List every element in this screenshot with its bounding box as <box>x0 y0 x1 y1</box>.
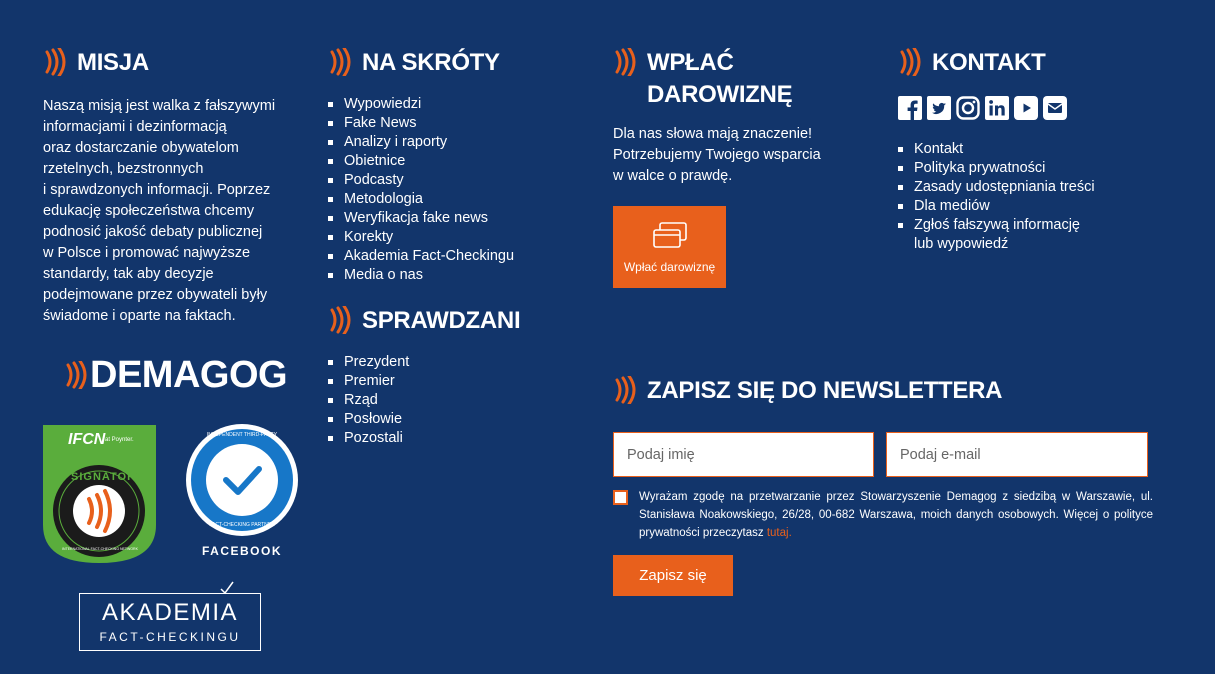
akademia-subtitle: FACT-CHECKINGU <box>99 630 241 644</box>
contact-title: KONTAKT <box>932 49 1046 76</box>
shortcut-link-item[interactable]: Analizy i raporty <box>328 133 568 152</box>
newsletter-heading <box>613 375 1002 407</box>
ifcn-network-text: INTERNATIONAL FACT-CHECKING NETWORK <box>62 547 138 551</box>
demagog-logo-text: DEMAGOG <box>90 354 288 396</box>
shortcuts-heading <box>328 47 568 79</box>
ifcn-by-poynter: at Poynter. <box>105 437 134 443</box>
ifcn-signatory-text: SIGNATORY <box>71 471 144 483</box>
checked-link-item[interactable]: Premier <box>328 372 568 391</box>
signal-waves-icon <box>898 48 922 76</box>
signal-waves-icon <box>328 48 352 76</box>
mission-text-line: w Polsce i promować najwyższe <box>43 245 251 261</box>
ifcn-title: IFCN <box>68 431 106 448</box>
mission-text-line: informacjami i dezinformacją <box>43 119 227 135</box>
mission-text-line: i sprawdzonych informacji. Poprzez <box>43 182 271 198</box>
checked-link-item[interactable]: Rząd <box>328 391 568 410</box>
youtube-icon[interactable] <box>1014 96 1038 120</box>
donate-button-label: Wpłać darowiznę <box>623 260 716 274</box>
contact-link-item: lub wypowiedź <box>914 236 1009 252</box>
fb-ring-bottom-text: FACT-CHECKING PARTNER <box>209 522 275 528</box>
shortcut-link-item[interactable]: Fake News <box>328 114 568 133</box>
donate-text-line: Dla nas słowa mają znaczenie! <box>613 126 813 142</box>
subscribe-button[interactable]: Zapisz się <box>613 555 733 596</box>
donate-column <box>613 47 863 187</box>
mission-text-line: podejmowane przez obywateli były <box>43 287 268 303</box>
privacy-policy-link[interactable]: tutaj. <box>766 527 792 539</box>
donate-heading <box>613 47 863 111</box>
social-icons <box>898 96 1178 120</box>
instagram-icon[interactable] <box>956 96 980 120</box>
contact-list <box>898 140 1178 254</box>
shortcut-link-item[interactable]: Wypowiedzi <box>328 95 568 114</box>
name-input[interactable] <box>613 432 874 477</box>
mission-heading <box>43 47 293 79</box>
fb-ring-text: INDEPENDENT THIRD-PARTY <box>206 432 278 438</box>
checked-heading <box>328 305 568 337</box>
checked-title: SPRAWDZANI <box>362 307 521 334</box>
facebook-partner-badge[interactable] <box>186 424 298 564</box>
shortcuts-column <box>328 47 568 448</box>
shortcut-link-item[interactable]: Akademia Fact-Checkingu <box>328 247 568 266</box>
checked-link-item[interactable]: Pozostali <box>328 429 568 448</box>
donate-text <box>613 124 863 187</box>
donate-button[interactable] <box>613 206 726 288</box>
email-input[interactable] <box>886 432 1148 477</box>
contact-link-item[interactable]: Zasady udostępniania treści <box>898 178 1178 197</box>
shortcut-link-item[interactable]: Obietnice <box>328 152 568 171</box>
contact-heading <box>898 47 1178 79</box>
mission-text-line: edukację społeczeństwa chcemy <box>43 203 255 219</box>
akademia-logo[interactable] <box>79 593 261 651</box>
linkedin-icon[interactable] <box>985 96 1009 120</box>
email-icon[interactable] <box>1043 96 1067 120</box>
checked-link-item[interactable]: Posłowie <box>328 410 568 429</box>
shortcut-link-item[interactable]: Metodologia <box>328 190 568 209</box>
mission-column <box>43 47 293 327</box>
shortcut-link-item[interactable]: Weryfikacja fake news <box>328 209 568 228</box>
facebook-icon[interactable] <box>898 96 922 120</box>
consent-checkbox[interactable] <box>613 490 628 505</box>
twitter-icon[interactable] <box>927 96 951 120</box>
contact-link-item[interactable]: Kontakt <box>898 140 1178 159</box>
signal-waves-icon <box>613 48 637 76</box>
mission-text-line: podnosić jakość debaty publicznej <box>43 224 263 240</box>
mission-text-line: Naszą misją jest walka z fałszywymi <box>43 98 276 114</box>
mission-text-line: standardy, tak aby decyzje <box>43 266 214 282</box>
demagog-logo[interactable] <box>64 353 287 397</box>
shortcut-link-item[interactable]: Media o nas <box>328 266 568 285</box>
donate-title-line2: DAROWIZNĘ <box>647 81 793 108</box>
donate-text-line: Potrzebujemy Twojego wsparcia <box>613 147 821 163</box>
checked-list <box>328 353 568 448</box>
shortcut-link-item[interactable]: Korekty <box>328 228 568 247</box>
mission-text-line: świadome i oparte na faktach. <box>43 308 236 324</box>
signal-waves-icon <box>328 306 352 334</box>
facebook-label: FACEBOOK <box>201 544 282 558</box>
checked-link-item[interactable]: Prezydent <box>328 353 568 372</box>
signal-waves-icon <box>43 48 67 76</box>
newsletter-title: ZAPISZ SIĘ DO NEWSLETTERA <box>647 377 1003 404</box>
shortcuts-list <box>328 95 568 285</box>
donate-title-line1: WPŁAĆ <box>647 49 734 76</box>
shortcuts-title: NA SKRÓTY <box>362 49 500 76</box>
consent-text-body: Wyrażam zgodę na przetwarzanie przez Stowarzyszenie Demagog z siedzibą w Warszawie, ul. Stanisława Noakowskiego, 26/28, 00-682 Warszawa, moich danych osobowych. Więcej o polityce prywatności przeczytasz <box>639 491 1153 539</box>
akademia-title: AKADEMIA <box>101 599 239 626</box>
contact-column <box>898 47 1178 254</box>
ifcn-signatory-badge[interactable] <box>43 425 156 563</box>
credit-card-icon <box>652 222 688 250</box>
check-mark-icon <box>219 580 235 596</box>
mission-text-line: oraz dostarczanie obywatelom <box>43 140 239 156</box>
donate-text-line: w walce o prawdę. <box>613 168 733 184</box>
shortcut-link-item[interactable]: Podcasty <box>328 171 568 190</box>
fb-partner-graphic <box>186 424 298 536</box>
contact-link-item[interactable]: Dla mediów <box>898 197 1178 216</box>
contact-link-item[interactable]: Zgłoś fałszywą informację <box>898 216 1178 235</box>
mission-title: MISJA <box>77 49 149 76</box>
signal-waves-icon <box>613 376 637 404</box>
consent-text <box>639 488 1153 542</box>
demagog-waves-icon <box>64 361 88 389</box>
contact-link-item[interactable]: Polityka prywatności <box>898 159 1178 178</box>
mission-text <box>43 96 293 327</box>
mission-text-line: rzetelnych, bezstronnych <box>43 161 204 177</box>
